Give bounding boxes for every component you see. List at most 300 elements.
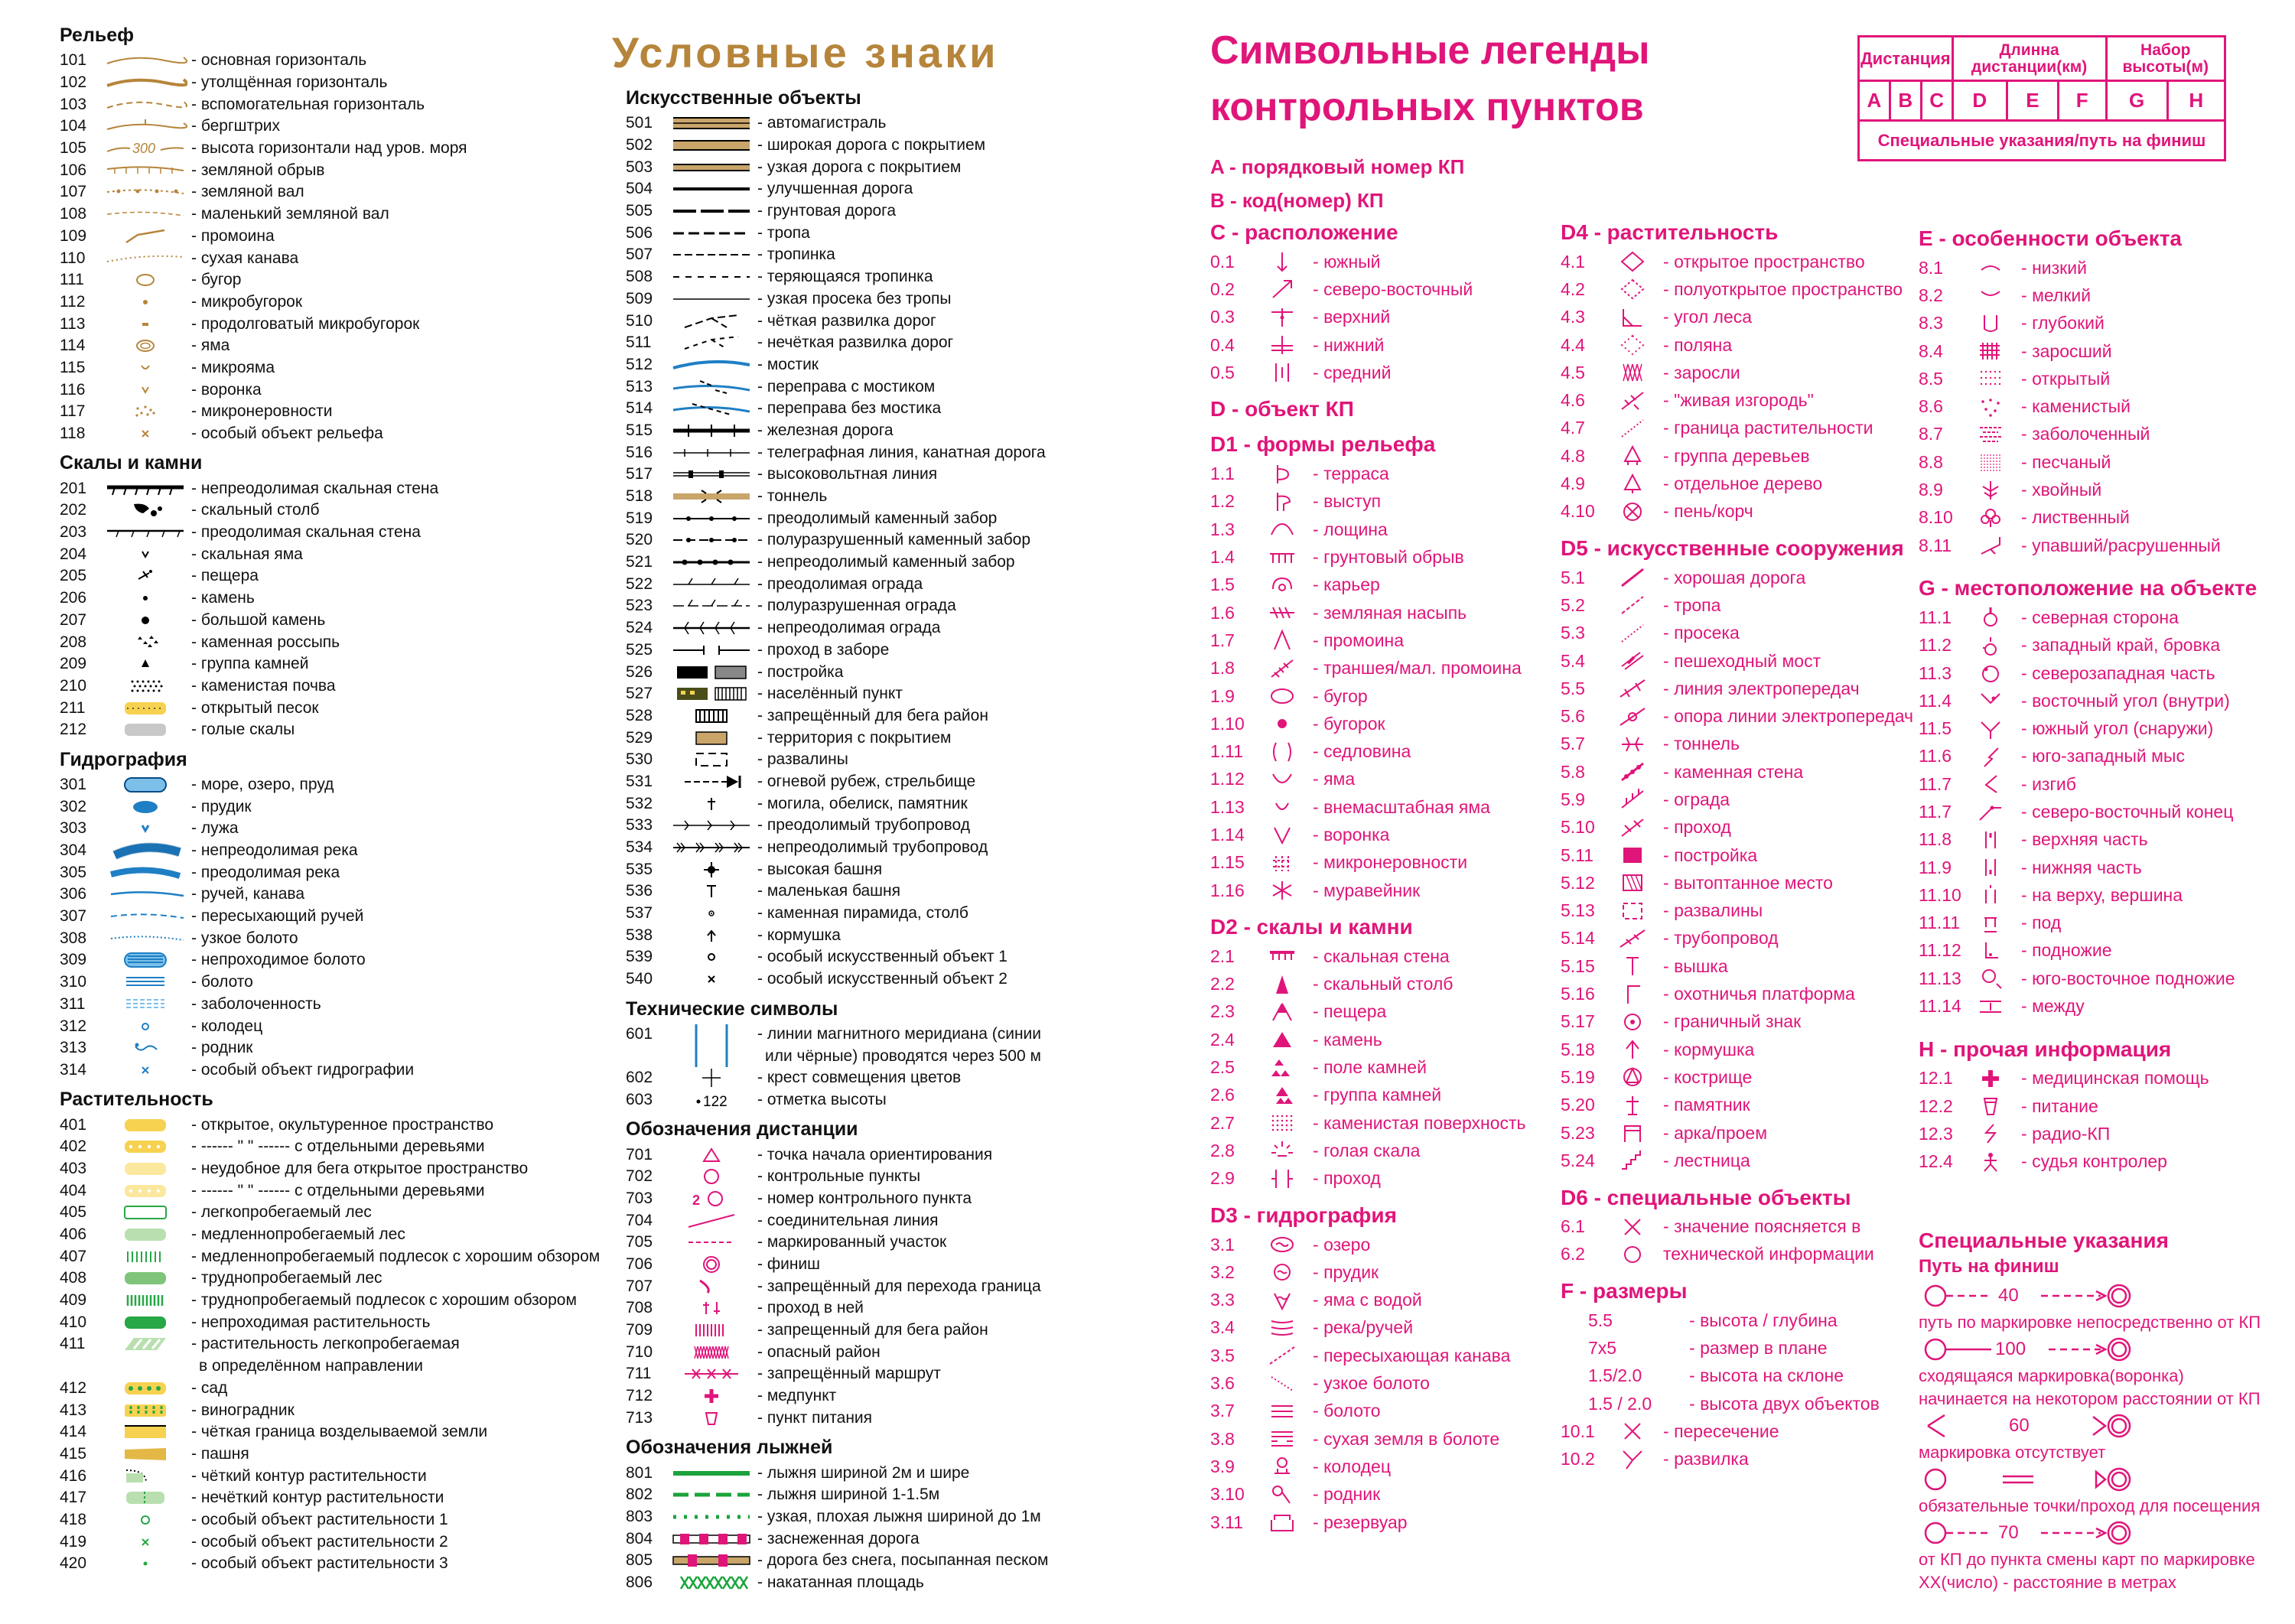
symbol-code: 540	[626, 970, 653, 988]
legend-row	[60, 1224, 610, 1246]
symbol-description: - линии магнитного меридиана (синии	[757, 1025, 1192, 1043]
stony-p-icon	[1258, 1111, 1307, 1134]
boulder-cluster-p-icon	[1258, 1084, 1307, 1107]
legend-row	[1561, 731, 1928, 758]
symbol-code: 705	[626, 1233, 653, 1251]
symbol-code: 3.5	[1210, 1345, 1235, 1365]
legend-row	[1210, 1369, 1562, 1397]
route-distance: 60	[2009, 1415, 2030, 1436]
legend-row	[626, 441, 1192, 464]
symbol-description: - огневой рубеж, стрельбище	[757, 773, 1192, 791]
legend-row	[1561, 359, 1928, 386]
symbol-code: 802	[626, 1486, 653, 1504]
symbol-description: - узкая просека без тропы	[757, 290, 1192, 308]
corner-out-icon	[1966, 718, 2015, 740]
legend-row	[1210, 488, 1562, 516]
svg-text:300: 300	[132, 141, 156, 157]
symbol-code: 301	[60, 775, 87, 793]
symbol-code: 517	[626, 465, 653, 483]
symbol-description: - линия электропередач	[1657, 679, 1860, 699]
legend-row	[60, 335, 610, 357]
symbol-description: - сад	[191, 1379, 610, 1398]
marked-route-icon	[666, 1233, 757, 1251]
symbol-code: 509	[626, 289, 653, 308]
symbol-code: 707	[626, 1277, 653, 1295]
symbol-code: 506	[626, 223, 653, 242]
symbol-description: - бергштрих	[191, 117, 610, 135]
symbol-description: - ------ " " ------ с отдельными деревьями	[191, 1137, 610, 1156]
symbol-description: - выступ	[1307, 491, 1381, 512]
legend-row	[60, 116, 610, 138]
legend-row	[60, 1399, 610, 1421]
symbol-code: 11.14	[1919, 996, 1961, 1017]
legend-row	[60, 994, 610, 1016]
symbol-code: 4.7	[1561, 418, 1585, 438]
legend-row	[626, 1528, 1192, 1550]
symbol-description: - узкая, плохая лыжня шириной до 1м	[757, 1508, 1192, 1526]
symbol-code: 209	[60, 655, 87, 673]
symbol-code: 103	[60, 95, 87, 113]
symbol-code: 513	[626, 377, 653, 395]
legend-row	[1919, 310, 2278, 337]
ski-area-icon	[666, 1574, 757, 1592]
orchard-icon	[99, 1379, 191, 1398]
legend-row	[626, 112, 1192, 135]
symbol-code: 4.8	[1561, 445, 1585, 466]
legend-row	[626, 398, 1192, 420]
settlement-icon	[666, 685, 757, 703]
symbol-code: 713	[626, 1408, 653, 1427]
legend-row	[1561, 415, 1928, 442]
fence-ruined-icon	[666, 597, 757, 615]
boundary-stone-icon	[1608, 1011, 1657, 1033]
forest-corner-icon	[1608, 306, 1657, 329]
symbol-description: - заросли	[1657, 363, 1740, 383]
ski-wide-icon	[666, 1464, 757, 1482]
legend-row	[60, 1333, 610, 1356]
symbol-code: 204	[60, 545, 87, 563]
legend-row	[1561, 952, 1928, 980]
symbol-description: - постройка	[757, 663, 1192, 682]
x-black-icon	[666, 970, 757, 988]
symbol-description: - каменистая почва	[191, 677, 610, 695]
legend-row	[60, 840, 610, 862]
symbol-description: - труднопробегаемый подлесок с хорошим обзором	[191, 1291, 610, 1310]
symbol-code: 206	[60, 589, 87, 607]
legend-row	[626, 310, 1192, 332]
symbol-description: - узкое болото	[191, 929, 610, 948]
symbol-description: - чёткая граница возделываемой земли	[191, 1423, 610, 1441]
symbol-description: - седловина	[1307, 741, 1411, 762]
crossing-p-icon	[1608, 816, 1657, 839]
legend-row	[1919, 659, 2278, 687]
foot-se-icon	[1966, 967, 2015, 990]
legend-row	[60, 159, 610, 181]
svg-text:2: 2	[692, 1192, 701, 1208]
symbol-code: 403	[60, 1159, 87, 1177]
symbol-description: - верхняя часть	[2015, 829, 2148, 850]
symbol-code: 8.8	[1919, 451, 1943, 472]
symbol-code: 522	[626, 574, 653, 593]
river-big-icon	[99, 841, 191, 860]
legend-row	[1561, 564, 1928, 591]
symbol-description: - особый объект растительности 2	[191, 1533, 610, 1551]
symbol-description: технической информации	[1663, 1244, 1874, 1264]
legend-row	[60, 357, 610, 379]
ruin-p-icon	[1608, 900, 1657, 923]
box-letter-cell: C	[1921, 81, 1952, 121]
symbol-code: 0.5	[1210, 362, 1235, 382]
legend-row	[60, 653, 610, 675]
symbol-code: 1.1	[1210, 464, 1235, 484]
high-voltage-icon	[666, 465, 757, 483]
legend-row	[60, 861, 610, 884]
symbol-description: - колодец	[1307, 1456, 1391, 1477]
earth-wall-icon	[99, 183, 191, 201]
symbol-description: - узкая дорога с покрытием	[757, 158, 1192, 177]
symbol-code: 10.2	[1561, 1449, 1595, 1469]
cave-icon	[99, 567, 191, 585]
symbol-description: - легкопробегаемый лес	[191, 1203, 610, 1222]
legend-row	[1919, 392, 2278, 420]
symbol-description: - непреодолимый трубопровод	[757, 838, 1192, 857]
ruined-icon	[1966, 534, 2015, 557]
legend-row	[626, 1275, 1192, 1297]
symbol-description: - переправа без мостика	[757, 399, 1192, 418]
legend-row	[626, 968, 1192, 991]
legend-section-title: F - размеры	[1561, 1279, 1688, 1303]
symbol-description: - крест совмещения цветов	[757, 1069, 1192, 1087]
control-icon	[666, 1167, 757, 1186]
route-caption: обязательные точки/проход для посещения	[1919, 1496, 2261, 1515]
symbol-description: - каменная пирамида, столб	[757, 904, 1192, 923]
line-dash-thin-icon	[666, 246, 757, 264]
section-title: Скалы и камни	[60, 452, 203, 474]
symbol-code: 3.9	[1210, 1456, 1235, 1476]
symbol-code: 505	[626, 202, 653, 220]
shallow-icon	[1966, 284, 2015, 307]
symbol-code: 407	[60, 1247, 87, 1265]
river-p-icon	[1258, 1316, 1307, 1339]
quarry-icon	[1258, 574, 1307, 597]
legend-row	[626, 1484, 1192, 1506]
legend-row	[60, 269, 610, 291]
legend-row	[1210, 516, 1562, 543]
overgrown-icon	[1966, 340, 2015, 363]
symbol-code: 801	[626, 1463, 653, 1482]
symbol-description: - угол леса	[1657, 307, 1752, 327]
well-icon	[99, 1017, 191, 1036]
symbol-code: 514	[626, 399, 653, 418]
symbol-description: - узкое болото	[1307, 1373, 1430, 1394]
symbol-code: 1.6	[1210, 602, 1235, 623]
legend-row	[60, 610, 610, 632]
symbol-code: 520	[626, 531, 653, 549]
symbol-description: - непреодолимый каменный забор	[757, 553, 1192, 571]
symbol-code: 1.7	[1210, 630, 1235, 650]
legend-row	[626, 749, 1192, 771]
yellow-light-icon	[99, 1160, 191, 1178]
symbol-code: 11.2	[1919, 635, 1952, 656]
legend-row	[626, 880, 1192, 903]
symbol-code: 409	[60, 1291, 87, 1310]
legend-row	[60, 522, 610, 544]
legend-title-line2: контрольных пунктов	[1210, 85, 1644, 129]
semi-open-icon	[1608, 278, 1657, 301]
symbol-description: - лужа	[191, 819, 610, 838]
road-wide-icon	[666, 136, 757, 155]
route-distance: 100	[1995, 1339, 2026, 1359]
legend-row	[626, 486, 1192, 508]
symbol-code: 8.5	[1919, 368, 1943, 389]
legend-row	[1561, 275, 1928, 303]
fence-gap-icon	[666, 641, 757, 659]
legend-row	[626, 1506, 1192, 1528]
symbol-code: 417	[60, 1489, 87, 1507]
legend-row	[626, 529, 1192, 552]
symbol-code: 11.7	[1919, 773, 1952, 794]
symbol-description: - постройка	[1657, 845, 1757, 866]
legend-row	[60, 1509, 610, 1531]
size-label: 1.5 / 2.0	[1588, 1393, 1652, 1414]
symbol-description: - маленькая башня	[757, 882, 1192, 900]
symbol-description: - высота двух объектов	[1683, 1394, 1880, 1414]
symbol-description: - утолщённая горизонталь	[191, 73, 610, 92]
ski-mid-icon	[666, 1486, 757, 1504]
legend-row	[626, 1297, 1192, 1320]
symbol-description: - пересыхающая канава	[1307, 1346, 1510, 1366]
symbol-code: 117	[60, 402, 86, 421]
symbol-code: 8.10	[1919, 507, 1953, 528]
legend-row	[60, 291, 610, 314]
symbol-code: 2.5	[1210, 1057, 1235, 1078]
first-aid-icon	[666, 1387, 757, 1405]
crossing-bridge-icon	[666, 378, 757, 396]
legend-row	[1919, 532, 2278, 559]
symbol-description: - изгиб	[2015, 774, 2076, 795]
symbol-code: 710	[626, 1342, 653, 1361]
legend-row	[60, 247, 610, 269]
symbol-code: 2.6	[1210, 1085, 1235, 1105]
needle-icon	[1966, 479, 2015, 502]
symbol-code: 5.6	[1561, 706, 1585, 727]
symbol-code: 11.4	[1919, 690, 1952, 711]
legend-row	[60, 1487, 610, 1509]
symbol-description: - каменная стена	[1657, 762, 1803, 783]
symbol-code: 203	[60, 523, 87, 542]
legend-row	[60, 631, 610, 653]
paved-icon	[666, 729, 757, 747]
line-dash-icon	[666, 224, 757, 242]
symbol-code: 4.4	[1561, 334, 1585, 355]
legend-row	[626, 266, 1192, 288]
legend-row	[1210, 331, 1562, 359]
symbol-description: - продолговатый микробугорок	[191, 315, 610, 334]
symbol-code: 538	[626, 926, 653, 944]
symbol-code: 530	[626, 750, 653, 769]
symbol-code: 1.15	[1210, 852, 1245, 873]
symbol-code: 2.7	[1210, 1112, 1235, 1133]
plough-icon	[99, 1445, 191, 1463]
symbol-code: 502	[626, 136, 653, 155]
symbol-code: 105	[60, 139, 87, 158]
legend-row	[1561, 248, 1928, 275]
symbol-description: - тропа	[757, 224, 1192, 242]
symbol-code: 703	[626, 1189, 653, 1207]
legend-row	[60, 1114, 610, 1136]
symbol-code: 501	[626, 114, 653, 132]
symbol-code: 6.1	[1561, 1216, 1585, 1237]
foot-icon	[1966, 939, 2015, 962]
tank-icon	[1258, 1511, 1307, 1534]
symbol-code: 114	[60, 337, 86, 355]
symbol-description: - непроходимое болото	[191, 951, 610, 969]
symbol-description: - яма	[191, 337, 610, 355]
symbol-code: 5.13	[1561, 900, 1595, 921]
symbol-description: - непреодолимая река	[191, 841, 610, 860]
symbol-code: 1.13	[1210, 796, 1245, 817]
legend-row	[60, 500, 610, 522]
vineyard-icon	[99, 1401, 191, 1420]
symbol-code: 410	[60, 1313, 87, 1331]
rock-pillar-p-icon	[1258, 973, 1307, 996]
symbol-description: - грунтовая дорога	[757, 202, 1192, 220]
symbol-description: - развалины	[757, 750, 1192, 769]
symbol-code: 107	[60, 183, 87, 201]
stream-dashed-icon	[99, 907, 191, 926]
sandy-icon	[1966, 451, 2015, 474]
ski-narrow-icon	[666, 1508, 757, 1526]
symbol-description: - полуразрушенный каменный забор	[757, 531, 1192, 549]
symbol-code: 504	[626, 180, 653, 198]
meridian-icon	[666, 1025, 757, 1043]
legend-row	[1919, 421, 2278, 448]
legend-row	[1561, 786, 1928, 813]
symbol-code: 11.3	[1919, 662, 1952, 683]
symbol-code: 1.5	[1210, 574, 1235, 595]
legend-row	[626, 595, 1192, 617]
symbol-description: - тоннель	[1657, 734, 1740, 754]
symbol-description: - вытоптанное место	[1657, 873, 1833, 893]
bridge-icon	[666, 356, 757, 374]
symbol-code: 415	[60, 1444, 87, 1463]
finish-icon	[666, 1255, 757, 1274]
symbol-description: или чёрные) проводятся через 500 м	[765, 1046, 1041, 1065]
boulder-field-icon	[99, 633, 191, 652]
legend-row	[1919, 448, 2278, 476]
symbol-code: 1.8	[1210, 658, 1235, 679]
symbol-description: - виноградник	[191, 1401, 610, 1420]
symbol-description: - лощина	[1307, 519, 1388, 540]
green-dot-icon	[99, 1554, 191, 1573]
symbol-code: 419	[60, 1532, 87, 1551]
symbol-description: - широкая дорога с покрытием	[757, 136, 1192, 155]
legend-row	[1210, 682, 1562, 710]
stone-wall-icon	[666, 509, 757, 528]
symbol-description: - преодолимый каменный забор	[757, 509, 1192, 528]
green-stripes-dark-icon	[99, 1291, 191, 1310]
symbol-description: - открытое пространство	[1657, 252, 1865, 272]
symbol-description: - непреодолимая скальная стена	[191, 480, 610, 498]
symbol-description: - телеграфная линия, канатная дорога	[757, 444, 1192, 462]
symbol-code: 4.3	[1561, 307, 1585, 327]
symbol-code: 310	[60, 973, 87, 991]
symbol-code: 601	[626, 1024, 653, 1043]
legend-row	[60, 1553, 610, 1575]
symbol-code: 302	[60, 797, 87, 815]
symbol-code: 4.2	[1561, 278, 1585, 299]
symbol-description: - большой камень	[191, 611, 610, 630]
symbol-code: 1.9	[1210, 685, 1235, 706]
cliff-thin-icon	[99, 523, 191, 542]
symbol-code: 8.2	[1919, 285, 1943, 305]
pond-p-icon	[1258, 1261, 1307, 1284]
legend-row	[60, 697, 610, 719]
symbol-description: - непреодолимая ограда	[757, 619, 1192, 637]
legend-row	[626, 156, 1192, 178]
section-title: Гидрография	[60, 748, 187, 770]
legend-row	[626, 178, 1192, 200]
marshal-icon	[1966, 1150, 2015, 1173]
x-p-icon	[1608, 1420, 1657, 1443]
thicket-icon	[1608, 361, 1657, 384]
fence-high-icon	[666, 619, 757, 637]
symbol-description: - прудик	[1307, 1262, 1379, 1283]
symbol-description: - терраса	[1307, 464, 1389, 484]
symbol-description: - проход в заборе	[757, 641, 1192, 659]
top-icon	[1966, 884, 2015, 906]
upper-icon	[1258, 306, 1307, 329]
puddle-icon	[99, 819, 191, 838]
symbol-code: 210	[60, 676, 87, 695]
symbol-description: - преодолимая скальная стена	[191, 523, 610, 542]
symbol-description: - растительность легкопробегаемая	[191, 1335, 610, 1353]
fork-icon	[666, 312, 757, 330]
legend-row	[60, 675, 610, 698]
legend-row	[60, 50, 610, 72]
legend-row	[1210, 304, 1562, 331]
symbol-code: 411	[60, 1335, 86, 1353]
legend-row	[1919, 910, 2278, 937]
building-p-icon	[1608, 844, 1657, 867]
symbol-code: 537	[626, 904, 653, 923]
legend-row	[60, 1059, 610, 1082]
symbol-description: - поле камней	[1307, 1057, 1427, 1078]
legend-row	[1561, 1008, 1928, 1036]
symbol-code: 0.3	[1210, 307, 1235, 327]
well-p-icon	[1258, 1455, 1307, 1478]
earth-bank-icon	[99, 161, 191, 180]
symbol-description: - микронеровности	[1307, 852, 1467, 873]
symbol-description: - заснеженная дорога	[757, 1530, 1192, 1548]
edge-w-icon	[1966, 634, 2015, 657]
legend-row	[626, 617, 1192, 640]
symbol-description: - колодец	[191, 1017, 610, 1036]
symbol-code: 518	[626, 487, 653, 506]
legend-row	[60, 971, 610, 994]
legend-row	[626, 288, 1192, 311]
legend-row	[1919, 854, 2278, 881]
legend-row	[626, 792, 1192, 815]
fork-dashed-icon	[666, 334, 757, 352]
symbol-code: 3.10	[1210, 1484, 1245, 1505]
symbol-description: - скальный столб	[191, 501, 610, 519]
symbol-code: 5.4	[1561, 650, 1585, 671]
legend-row	[60, 774, 610, 796]
symbol-code: 109	[60, 226, 87, 245]
line-thick-icon	[666, 180, 757, 198]
symbol-code: 205	[60, 567, 87, 585]
